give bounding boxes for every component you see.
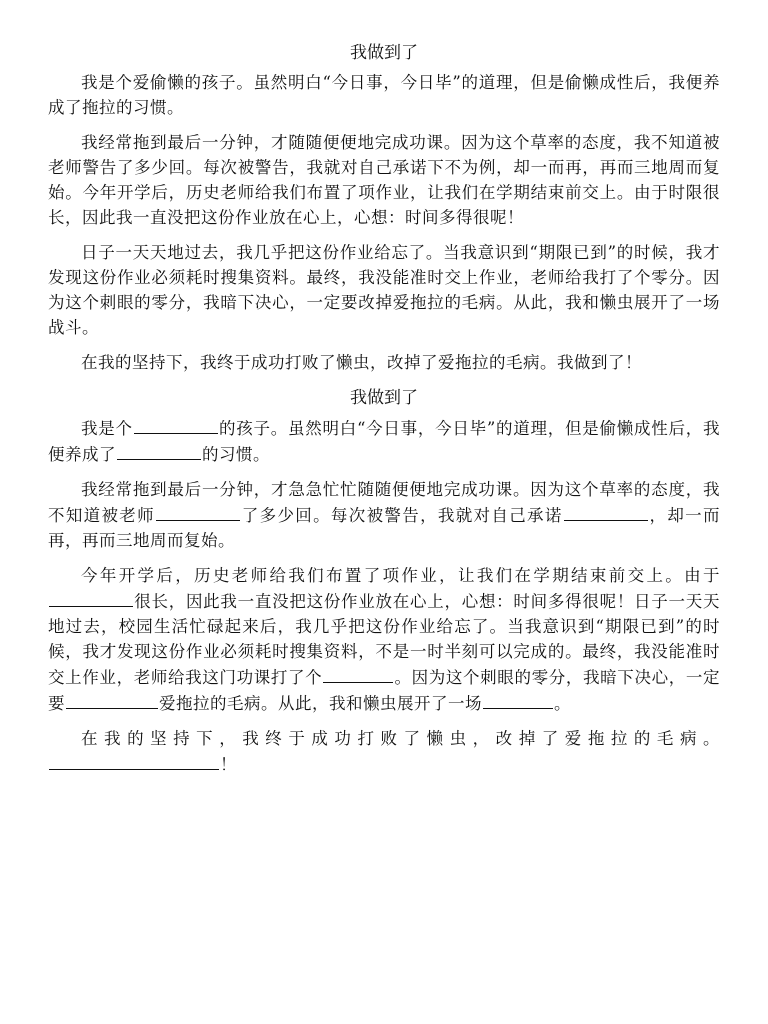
exercise-text: 在我的坚持下，我终于成功打败了懒虫，改掉了爱拖拉的毛病。 bbox=[81, 729, 720, 748]
blank-2[interactable] bbox=[117, 441, 201, 460]
passage-paragraph-1: 我是个爱偷懒的孩子。虽然明白“今日事，今日毕”的道理，但是偷懒成性后，我便养成了拖拉的习惯。 bbox=[48, 73, 720, 117]
blank-6[interactable] bbox=[323, 664, 393, 683]
blank-3[interactable] bbox=[156, 502, 240, 521]
exercise-text: ，却一而再，再而三地周而复始。 bbox=[48, 506, 721, 550]
exercise-text: 了多少回。每次被警告，我就对自己承诺 bbox=[240, 506, 563, 525]
passage-paragraph-3: 日子一天天地过去，我几乎把这份作业给忘了。当我意识到“期限已到”的时候，我才发现这份作业必须耗时搜集资料。最终，我没能准时交上作业，老师给我打了个零分。因为这个刺眼的零分，我暗下决心，一定要改掉爱拖拉的毛病。从此，我和懒虫展开了一场战斗。 bbox=[48, 243, 720, 337]
exercise-title: 我做到了 bbox=[350, 388, 418, 408]
exercise-text: 。因为这个刺眼的零分，我暗下决心，一定要 bbox=[48, 668, 721, 713]
blank-9[interactable] bbox=[49, 751, 219, 770]
blank-1[interactable] bbox=[134, 415, 218, 434]
passage-title: 我做到了 bbox=[350, 43, 418, 63]
exercise-text: 的孩子。虽然明白“今日事，今日毕”的道理，但是偷懒成性后，我便养成了 bbox=[48, 419, 721, 464]
exercise-text: 今年开学后，历史老师给我们布置了项作业，让我们在学期结束前交上。由于 bbox=[81, 566, 720, 585]
exercise-text: 。 bbox=[554, 694, 571, 713]
exercise-text: 的习惯。 bbox=[202, 445, 270, 464]
exercise-paragraph-1 bbox=[48, 415, 720, 467]
passage-paragraph-4: 在我的坚持下，我终于成功打败了懒虫，改掉了爱拖拉的毛病。我做到了！ bbox=[81, 353, 642, 372]
fill-in-exercise bbox=[48, 385, 720, 777]
blank-5[interactable] bbox=[49, 588, 133, 607]
exercise-text: 很长，因此我一直没把这份作业放在心上，心想：时间多得很呢！日子一天天地过去，校园生活忙碌起来后，我几乎把这份作业给忘了。当我意识到“期限已到”的时候，我才发现这份作业必须耗时搜集资料，不是一时半刻可以完成的。最终，我没能准时交上作业，老师给我这门功课打了个 bbox=[48, 592, 720, 687]
blank-8[interactable] bbox=[483, 690, 553, 709]
passage-paragraph-2: 我经常拖到最后一分钟，才随随便便地完成功课。因为这个草率的态度，我不知道被老师警告了多少回。每次被警告，我就对自己承诺下不为例，却一而再，再而三地周而复始。今年开学后，历史老师给我们布置了项作业，让我们在学期结束前交上。由于时限很长，因此我一直没把这份作业放在心上，心想：时间多得很呢！ bbox=[48, 133, 720, 227]
exercise-paragraph-4 bbox=[48, 726, 720, 777]
exercise-text: ！ bbox=[220, 755, 237, 774]
blank-4[interactable] bbox=[564, 502, 648, 521]
original-passage bbox=[48, 40, 720, 375]
exercise-paragraph-3 bbox=[48, 563, 720, 716]
exercise-text: 我是个 bbox=[81, 419, 133, 438]
worksheet bbox=[48, 40, 720, 787]
exercise-text: 爱拖拉的毛病。从此，我和懒虫展开了一场 bbox=[159, 694, 482, 713]
exercise-text: 我经常拖到最后一分钟，才急急忙忙随随便便地完成功课。因为这个草率的态度，我不知道被老师 bbox=[48, 480, 720, 525]
exercise-paragraph-2 bbox=[48, 477, 720, 553]
blank-7[interactable] bbox=[66, 690, 158, 709]
